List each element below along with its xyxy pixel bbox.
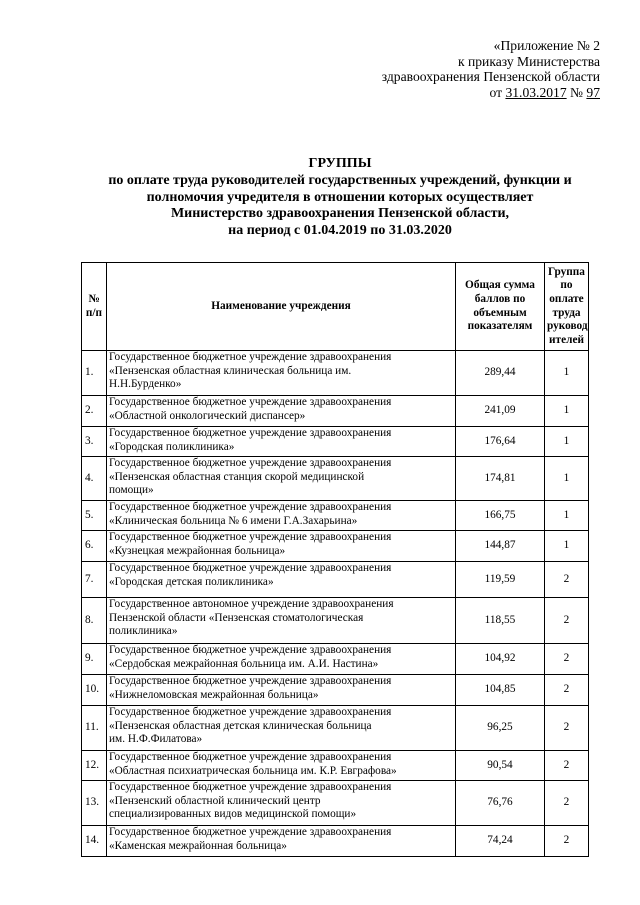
name-line: Государственное бюджетное учреждение здравоохранения <box>109 751 392 763</box>
pay-group: 2 <box>545 675 589 706</box>
header-group-line: руковод <box>547 320 588 333</box>
institution-name <box>107 644 456 675</box>
row-number: 11. <box>82 706 107 751</box>
name-line: Государственное бюджетное учреждение здравоохранения <box>109 644 392 656</box>
name-line: помощи» <box>109 484 154 497</box>
institution-name <box>107 706 456 751</box>
name-line: «Нижнеломовская межрайонная больница» <box>109 688 319 701</box>
name-line: «Кузнецкая межрайонная больница» <box>109 544 286 557</box>
header-number <box>82 263 107 351</box>
appendix-ministry-line: здравоохранения Пензенской области <box>381 69 600 85</box>
score-sum: 104,85 <box>456 675 545 706</box>
name-line: Государственное бюджетное учреждение здравоохранения <box>109 501 392 513</box>
name-line: «Каменская межрайонная больница» <box>109 839 287 852</box>
row-number: 5. <box>82 501 107 531</box>
score-sum: 119,59 <box>456 562 545 598</box>
name-line: Государственное бюджетное учреждение здравоохранения <box>109 531 392 543</box>
name-line: «Городская поликлиника» <box>109 440 235 453</box>
institution-name <box>107 675 456 706</box>
pay-group: 1 <box>545 531 589 562</box>
pay-group: 2 <box>545 706 589 751</box>
institution-name <box>107 427 456 457</box>
header-sum <box>456 263 545 351</box>
header-group-line: Группа <box>548 265 585 278</box>
institution-name <box>107 351 456 396</box>
score-sum: 176,64 <box>456 427 545 457</box>
score-sum: 96,25 <box>456 706 545 751</box>
appendix-number: 97 <box>586 84 600 100</box>
name-line: Государственное автономное учреждение здравоохранения <box>109 598 394 610</box>
table-row <box>82 781 589 826</box>
heading-line-2: полномочия учредителя в отношении которых осуществляет <box>146 189 534 205</box>
pay-group: 2 <box>545 644 589 675</box>
name-line: поликлиника» <box>109 625 178 638</box>
pay-group: 2 <box>545 562 589 598</box>
pay-group: 1 <box>545 351 589 396</box>
header-group-line: по <box>560 279 573 292</box>
appendix-number-sign: № <box>566 84 587 100</box>
name-line: «Областной онкологический диспансер» <box>109 409 306 422</box>
pay-group: 2 <box>545 751 589 781</box>
score-sum: 104,92 <box>456 644 545 675</box>
row-number: 4. <box>82 457 107 501</box>
name-line: «Клиническая больница № 6 имени Г.А.Захарьина» <box>109 514 358 527</box>
header-group-line: труда <box>552 306 581 319</box>
row-number: 12. <box>82 751 107 781</box>
institution-name <box>107 751 456 781</box>
pay-group: 2 <box>545 826 589 857</box>
name-line: Пензенской области «Пензенская стоматологическая <box>109 611 364 624</box>
name-line: Государственное бюджетное учреждение здравоохранения <box>109 562 392 574</box>
row-number: 14. <box>82 826 107 857</box>
appendix-date: 31.03.2017 <box>505 84 567 100</box>
appendix-date-line <box>330 85 600 101</box>
row-number: 2. <box>82 396 107 427</box>
row-number: 3. <box>82 427 107 457</box>
appendix-order-line: к приказу Министерства <box>457 53 600 69</box>
name-line: «Городская детская поликлиника» <box>109 575 274 588</box>
name-line: Н.Н.Бурденко» <box>109 378 182 391</box>
row-number: 10. <box>82 675 107 706</box>
pay-group: 2 <box>545 781 589 826</box>
row-number: 9. <box>82 644 107 675</box>
institution-name <box>107 457 456 501</box>
table-row <box>82 531 589 562</box>
name-line: «Пензенская областная станция скорой медицинской <box>109 470 365 483</box>
institutions-table <box>81 262 589 857</box>
heading-title: ГРУППЫ <box>308 156 372 171</box>
pay-group: 1 <box>545 457 589 501</box>
pay-group: 1 <box>545 396 589 427</box>
heading-line-1: по оплате труда руководителей государственных учреждений, функции и <box>108 172 572 188</box>
appendix-title: «Приложение № 2 <box>493 38 600 53</box>
name-line: Государственное бюджетное учреждение здравоохранения <box>109 427 392 439</box>
row-number: 8. <box>82 598 107 644</box>
header-name: Наименование учреждения <box>107 263 456 351</box>
header-number-line: п/п <box>85 306 103 319</box>
header-number-line: № <box>88 292 100 305</box>
table-row <box>82 675 589 706</box>
pay-group: 2 <box>545 598 589 644</box>
name-line: Государственное бюджетное учреждение здравоохранения <box>109 826 392 838</box>
institution-name <box>107 562 456 598</box>
score-sum: 144,87 <box>456 531 545 562</box>
table-row <box>82 751 589 781</box>
score-sum: 289,44 <box>456 351 545 396</box>
pay-group: 1 <box>545 427 589 457</box>
institution-name <box>107 781 456 826</box>
row-number: 6. <box>82 531 107 562</box>
score-sum: 166,75 <box>456 501 545 531</box>
table-row <box>82 644 589 675</box>
name-line: Государственное бюджетное учреждение здравоохранения <box>109 675 392 687</box>
score-sum: 118,55 <box>456 598 545 644</box>
institution-name <box>107 598 456 644</box>
heading-line-4: на период с 01.04.2019 по 31.03.2020 <box>228 223 452 239</box>
name-line: Государственное бюджетное учреждение здравоохранения <box>109 457 392 469</box>
pay-group: 1 <box>545 501 589 531</box>
name-line: «Пензенская областная клиническая больница им. <box>109 364 352 377</box>
appendix-block <box>330 38 600 100</box>
table-row <box>82 598 589 644</box>
table-row <box>82 427 589 457</box>
name-line: «Пензенская областная детская клиническая больница <box>109 719 372 732</box>
score-sum: 76,76 <box>456 781 545 826</box>
appendix-date-prefix: от <box>489 84 506 100</box>
institution-name <box>107 501 456 531</box>
name-line: Государственное бюджетное учреждение здравоохранения <box>109 706 392 718</box>
score-sum: 174,81 <box>456 457 545 501</box>
score-sum: 74,24 <box>456 826 545 857</box>
name-line: «Пензенский областной клинический центр <box>109 794 321 807</box>
table-row <box>82 501 589 531</box>
score-sum: 241,09 <box>456 396 545 427</box>
table-row <box>82 826 589 857</box>
name-line: им. Н.Ф.Филатова» <box>109 733 203 746</box>
table-header-row <box>82 263 589 351</box>
header-group-line: ителей <box>549 333 584 346</box>
header-group <box>545 263 589 351</box>
name-line: специализированных видов медицинской помощи» <box>109 808 357 821</box>
heading-line-3: Министерство здравоохранения Пензенской области, <box>170 206 510 222</box>
table-row <box>82 351 589 396</box>
institution-name <box>107 396 456 427</box>
name-line: «Областная психиатрическая больница им. К.Р. Евграфова» <box>109 764 397 777</box>
name-line: Государственное бюджетное учреждение здравоохранения <box>109 396 392 408</box>
header-sum-line: показателям <box>467 320 533 333</box>
institution-name <box>107 826 456 857</box>
header-sum-line: объемным <box>473 306 527 319</box>
row-number: 1. <box>82 351 107 396</box>
table-row <box>82 706 589 751</box>
table-row <box>82 396 589 427</box>
score-sum: 90,54 <box>456 751 545 781</box>
name-line: «Сердобская межрайонная больница им. А.И. Настина» <box>109 657 379 670</box>
document-heading <box>40 156 640 240</box>
row-number: 13. <box>82 781 107 826</box>
table-row <box>82 457 589 501</box>
name-line: Государственное бюджетное учреждение здравоохранения <box>109 351 392 363</box>
institution-name <box>107 531 456 562</box>
table-row <box>82 562 589 598</box>
header-group-line: оплате <box>549 292 584 305</box>
name-line: Государственное бюджетное учреждение здравоохранения <box>109 781 392 793</box>
row-number: 7. <box>82 562 107 598</box>
header-sum-line: Общая сумма <box>465 279 535 292</box>
header-sum-line: баллов по <box>474 292 526 305</box>
